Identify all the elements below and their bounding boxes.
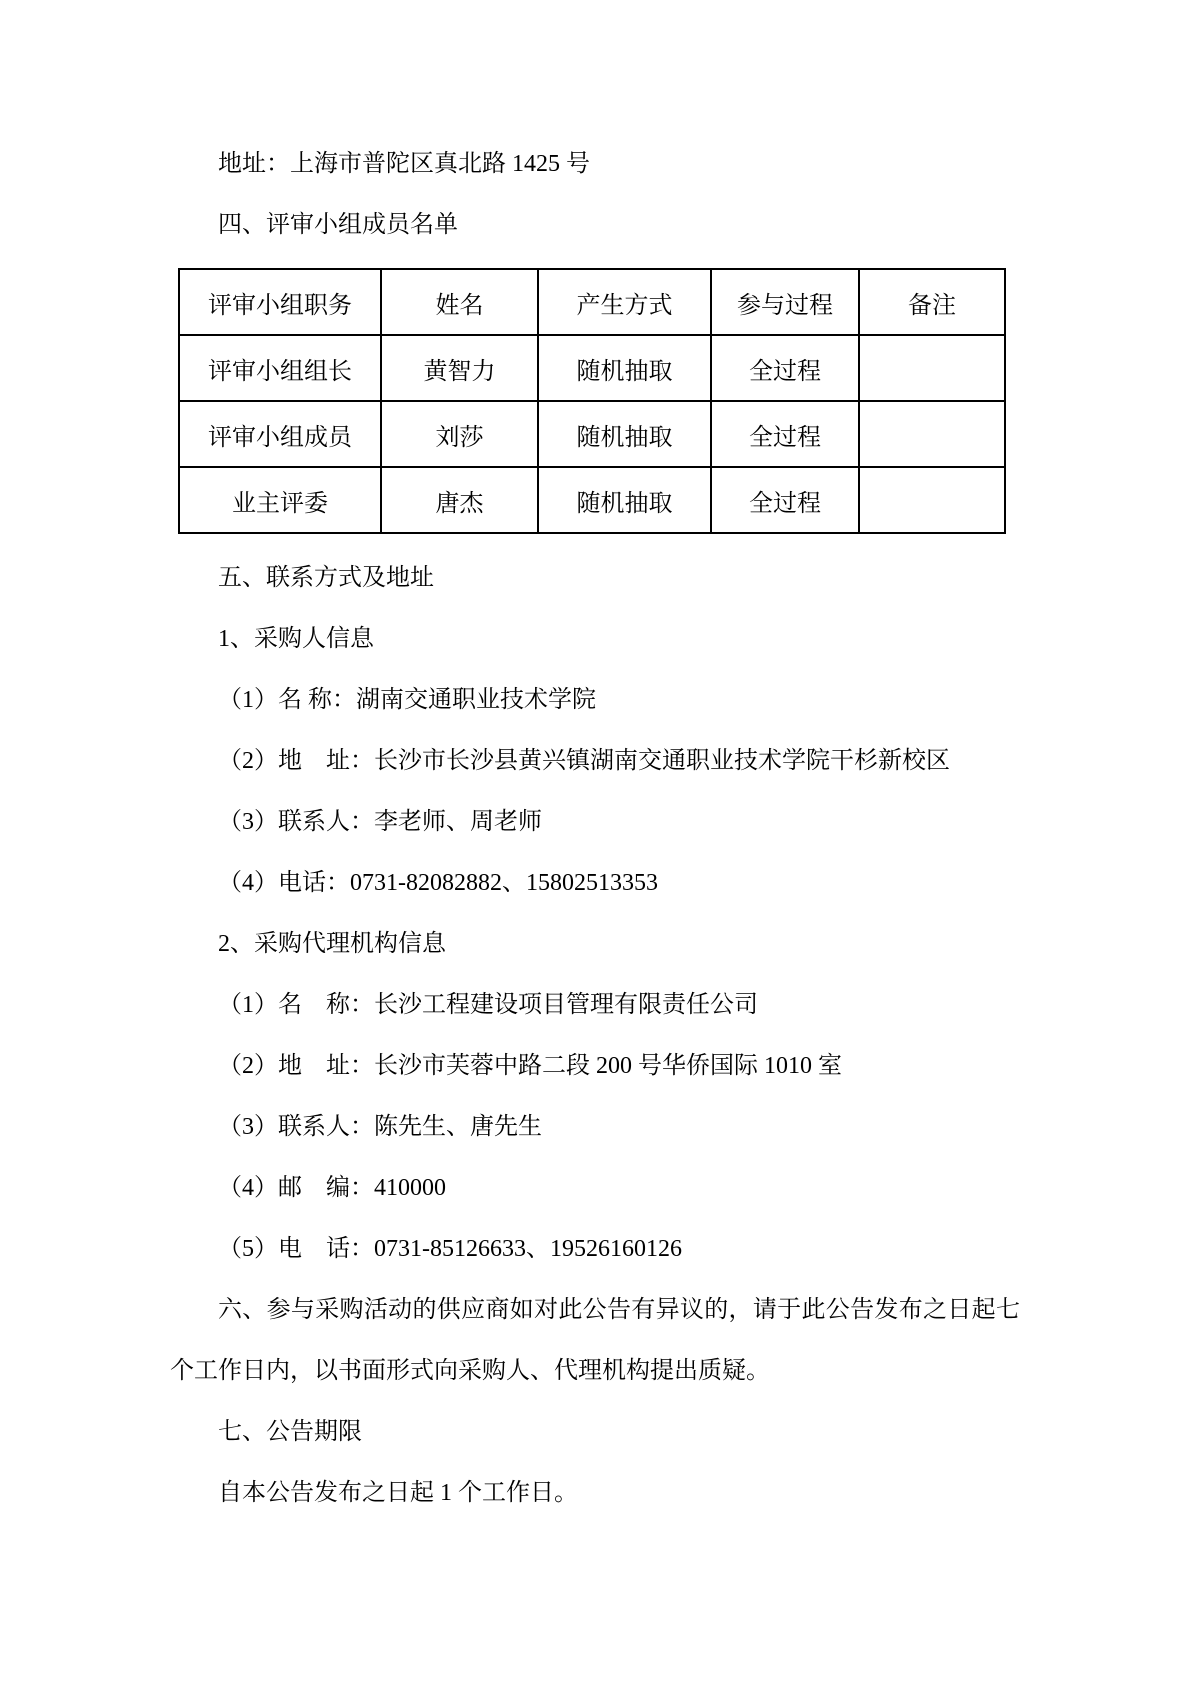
agency-postcode-line: （4）邮 编：410000	[218, 1175, 446, 1201]
section5-heading: 五、联系方式及地址	[218, 565, 434, 591]
cell-method: 随机抽取	[538, 467, 711, 533]
cell-name: 唐杰	[381, 467, 538, 533]
agency-phone-line: （5）电 话：0731-85126633、19526160126	[218, 1236, 682, 1262]
agency-name-line: （1）名 称：长沙工程建设项目管理有限责任公司	[218, 992, 758, 1018]
cell-remark	[859, 401, 1005, 467]
cell-role: 业主评委	[179, 467, 381, 533]
cell-name: 黄智力	[381, 335, 538, 401]
cell-participation: 全过程	[711, 467, 859, 533]
cell-remark	[859, 467, 1005, 533]
column-header-name: 姓名	[381, 269, 538, 335]
purchaser-address-line: （2）地 址：长沙市长沙县黄兴镇湖南交通职业技术学院干杉新校区	[218, 748, 950, 774]
purchaser-info-heading: 1、采购人信息	[218, 626, 374, 652]
cell-participation: 全过程	[711, 335, 859, 401]
section6-paragraph: 六、参与采购活动的供应商如对此公告有异议的，请于此公告发布之日起七个工作日内，以书面形式向采购人、代理机构提出质疑。	[170, 1297, 1020, 1384]
table-row	[179, 401, 1005, 467]
cell-remark	[859, 335, 1005, 401]
cell-method: 随机抽取	[538, 335, 711, 401]
section7-heading: 七、公告期限	[218, 1419, 362, 1445]
table-header-row	[179, 269, 1005, 335]
column-header-role: 评审小组职务	[179, 269, 381, 335]
cell-role: 评审小组成员	[179, 401, 381, 467]
column-header-method: 产生方式	[538, 269, 711, 335]
purchaser-contact-line: （3）联系人：李老师、周老师	[218, 809, 542, 835]
review-panel-table	[178, 268, 1006, 534]
announcement-period-line: 自本公告发布之日起 1 个工作日。	[218, 1480, 578, 1506]
purchaser-phone-line: （4）电话：0731-82082882、15802513353	[218, 870, 658, 896]
table-row	[179, 335, 1005, 401]
column-header-remark: 备注	[859, 269, 1005, 335]
address-line: 地址：上海市普陀区真北路 1425 号	[218, 151, 590, 177]
cell-participation: 全过程	[711, 401, 859, 467]
section4-heading: 四、评审小组成员名单	[218, 212, 458, 238]
cell-method: 随机抽取	[538, 401, 711, 467]
table-row	[179, 467, 1005, 533]
agency-address-line: （2）地 址：长沙市芙蓉中路二段 200 号华侨国际 1010 室	[218, 1053, 842, 1079]
cell-role: 评审小组组长	[179, 335, 381, 401]
column-header-participation: 参与过程	[711, 269, 859, 335]
cell-name: 刘莎	[381, 401, 538, 467]
purchaser-name-line: （1）名 称：湖南交通职业技术学院	[218, 687, 596, 713]
agency-info-heading: 2、采购代理机构信息	[218, 931, 446, 957]
agency-contact-line: （3）联系人：陈先生、唐先生	[218, 1114, 542, 1140]
